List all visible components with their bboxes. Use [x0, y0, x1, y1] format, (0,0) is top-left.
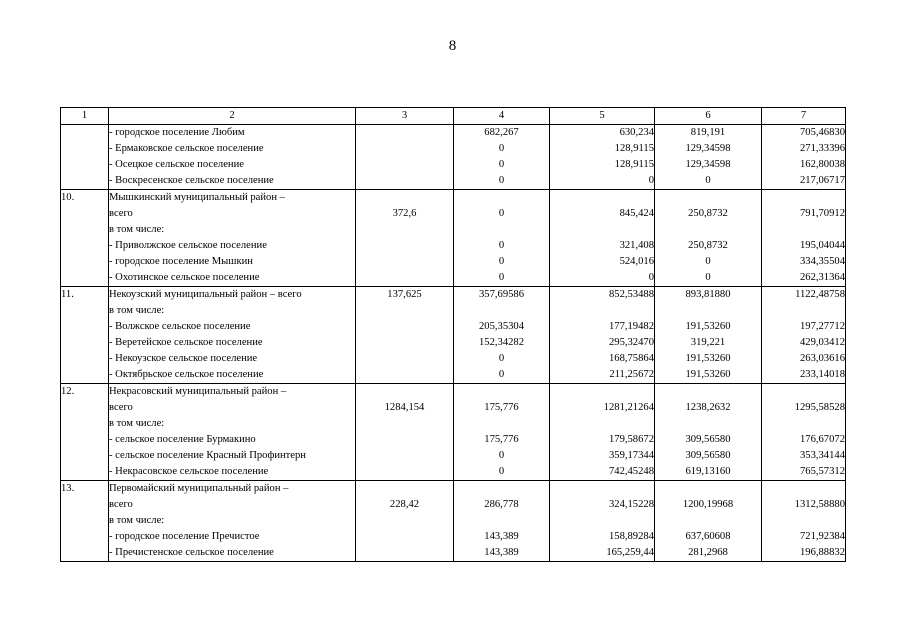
value-col-5: [550, 481, 654, 497]
value-col-6: 281,2968: [688, 547, 728, 558]
value-col-7: [762, 303, 845, 319]
value-col-7: 196,88832: [799, 547, 845, 558]
column-header: 4: [454, 108, 550, 125]
value-col-4-cell: [454, 384, 550, 481]
value-col-4-cell: [454, 287, 550, 384]
value-col-7: 353,34144: [799, 450, 845, 461]
value-col-4: [454, 190, 549, 206]
row-number: 11.: [61, 287, 109, 384]
value-col-7: 1295,58528: [794, 402, 845, 413]
value-col-7: [762, 222, 845, 238]
value-col-4: 0: [498, 272, 505, 283]
value-col-3: [356, 335, 453, 351]
value-col-6-cell: [655, 384, 762, 481]
value-col-6-cell: [655, 125, 762, 190]
value-col-5: 158,89284: [608, 531, 654, 542]
value-col-7: [762, 416, 845, 432]
value-col-6: [655, 222, 761, 238]
value-col-5-cell: [550, 481, 655, 562]
municipality-name: - Ермаковское сельское поселение: [109, 143, 264, 154]
value-col-4: 143,389: [484, 531, 519, 542]
value-col-3: 1284,154: [384, 402, 425, 413]
value-col-4: 0: [498, 369, 505, 380]
municipality-name: - Осецкое сельское поселение: [109, 159, 244, 170]
municipality-name: - Пречистенское сельское поселение: [109, 547, 274, 558]
value-col-6-cell: [655, 190, 762, 287]
value-col-7: 263,03616: [799, 353, 845, 364]
table-row: [61, 190, 846, 287]
value-col-5: 524,016: [619, 256, 654, 267]
value-col-7: 429,03412: [799, 337, 845, 348]
value-col-5: 165,259,44: [606, 547, 654, 558]
value-col-4: 0: [498, 143, 505, 154]
value-col-6: 309,56580: [685, 434, 731, 445]
value-col-5: 359,17344: [608, 450, 654, 461]
value-col-5-cell: [550, 287, 655, 384]
value-col-5: 324,15228: [608, 499, 654, 510]
value-col-6: 319,221: [690, 337, 726, 348]
municipality-name-cell: [109, 190, 356, 287]
value-col-3: 228,42: [389, 499, 420, 510]
municipality-name: - городское поселение Любим: [109, 127, 245, 138]
municipality-name: Некрасовский муниципальный район –: [109, 386, 287, 397]
value-col-4: 0: [498, 208, 505, 219]
column-header: 7: [762, 108, 846, 125]
municipality-name: всего: [109, 208, 133, 219]
page-number: 8: [448, 38, 457, 54]
value-col-6: 191,53260: [685, 353, 731, 364]
value-col-6: 250,8732: [688, 240, 728, 251]
value-col-7: 262,31364: [799, 272, 845, 283]
row-number: 13.: [61, 481, 109, 562]
value-col-6: 893,81880: [685, 289, 731, 300]
value-col-4: 0: [498, 175, 505, 186]
table-row: [61, 384, 846, 481]
value-col-3: [356, 448, 453, 464]
value-col-5: 295,32470: [608, 337, 654, 348]
value-col-5: [550, 384, 654, 400]
value-col-7: 765,57312: [799, 466, 845, 477]
municipality-name: Некоузский муниципальный район – всего: [109, 289, 302, 300]
value-col-3: [356, 416, 453, 432]
value-col-3: [356, 367, 453, 383]
municipality-name: - Приволжское сельское поселение: [109, 240, 267, 251]
table-header-row: [61, 108, 846, 125]
value-col-7: [762, 513, 845, 529]
value-col-6: 129,34598: [685, 143, 731, 154]
municipality-name: - Веретейское сельское поселение: [109, 337, 263, 348]
value-col-7: 334,35504: [799, 256, 845, 267]
value-col-7: 721,92384: [799, 531, 845, 542]
budget-table: [60, 107, 846, 562]
municipality-name: - Охотинское сельское поселение: [109, 272, 260, 283]
municipality-name: - Волжское сельское поселение: [109, 321, 251, 332]
value-col-3-cell: [356, 384, 454, 481]
municipality-name: в том числе:: [109, 305, 165, 316]
municipality-name: в том числе:: [109, 224, 165, 235]
value-col-4: 0: [498, 353, 505, 364]
value-col-7: [762, 481, 845, 497]
municipality-name: в том числе:: [109, 515, 165, 526]
value-col-3: [356, 157, 453, 173]
value-col-5: 1281,21264: [603, 402, 654, 413]
municipality-name: всего: [109, 402, 133, 413]
municipality-name: всего: [109, 499, 133, 510]
table-row: [61, 481, 846, 562]
value-col-5: 168,75864: [608, 353, 654, 364]
municipality-name: - городское поселение Мышкин: [109, 256, 253, 267]
value-col-5-cell: [550, 190, 655, 287]
municipality-name: - Некоузское сельское поселение: [109, 353, 258, 364]
value-col-4-cell: [454, 125, 550, 190]
value-col-3: [356, 141, 453, 157]
value-col-3: [356, 545, 453, 561]
value-col-4: [454, 513, 549, 529]
value-col-6: [655, 303, 761, 319]
municipality-name-cell: [109, 287, 356, 384]
value-col-5: [550, 222, 654, 238]
value-col-3: 137,625: [387, 289, 422, 300]
value-col-6: 191,53260: [685, 321, 731, 332]
value-col-4: 0: [498, 466, 505, 477]
municipality-name: в том числе:: [109, 418, 165, 429]
value-col-3: [356, 481, 453, 497]
value-col-6: [655, 481, 761, 497]
value-col-7: 197,27712: [799, 321, 845, 332]
value-col-3-cell: [356, 125, 454, 190]
value-col-3-cell: [356, 287, 454, 384]
value-col-5: 742,45248: [608, 466, 654, 477]
table-row: [61, 125, 846, 190]
value-col-7: 195,04044: [799, 240, 845, 251]
value-col-4: 152,34282: [478, 337, 525, 348]
value-col-4: 286,778: [484, 499, 519, 510]
value-col-5-cell: [550, 384, 655, 481]
value-col-3: [356, 319, 453, 335]
value-col-5: 0: [648, 175, 654, 186]
value-col-4: 0: [498, 159, 505, 170]
value-col-5: [550, 416, 654, 432]
value-col-4: 205,35304: [478, 321, 525, 332]
value-col-7-cell: [762, 125, 846, 190]
value-col-7-cell: [762, 190, 846, 287]
value-col-3: [356, 173, 453, 189]
value-col-6: [655, 384, 761, 400]
value-col-7: 1122,48758: [795, 289, 845, 300]
value-col-4-cell: [454, 481, 550, 562]
value-col-3-cell: [356, 481, 454, 562]
column-header: 1: [61, 108, 109, 125]
table-row: [61, 287, 846, 384]
value-col-5: 321,408: [619, 240, 654, 251]
value-col-6: 637,60608: [685, 531, 731, 542]
value-col-5: 845,424: [619, 208, 654, 219]
value-col-4: [454, 384, 549, 400]
value-col-3: [356, 432, 453, 448]
value-col-4: 143,389: [484, 547, 519, 558]
value-col-4: [454, 416, 549, 432]
value-col-5: 630,234: [619, 127, 654, 138]
value-col-5: [550, 190, 654, 206]
municipality-name: - Октябрьское сельское поселение: [109, 369, 264, 380]
municipality-name-cell: [109, 481, 356, 562]
row-number: 10.: [61, 190, 109, 287]
municipality-name: - Некрасовское сельское поселение: [109, 466, 269, 477]
value-col-6: [655, 416, 761, 432]
municipality-name: Первомайский муниципальный район –: [109, 483, 289, 494]
value-col-3: [356, 464, 453, 480]
column-header: 5: [550, 108, 655, 125]
value-col-6: 250,8732: [688, 208, 728, 219]
value-col-6: 0: [705, 256, 711, 267]
value-col-4: 0: [498, 240, 505, 251]
value-col-3: [356, 529, 453, 545]
column-header: 2: [109, 108, 356, 125]
municipality-name: - сельское поселение Красный Профинтерн: [109, 450, 306, 461]
value-col-6: 191,53260: [685, 369, 731, 380]
value-col-7: 271,33396: [799, 143, 845, 154]
value-col-6: [655, 513, 761, 529]
municipality-name: - городское поселение Пречистое: [109, 531, 260, 542]
value-col-6: 0: [705, 272, 711, 283]
value-col-7: 705,46830: [799, 127, 845, 138]
value-col-4: 0: [498, 256, 505, 267]
value-col-6-cell: [655, 481, 762, 562]
value-col-5: 177,19482: [608, 321, 654, 332]
value-col-6: 619,13160: [685, 466, 731, 477]
value-col-3: [356, 190, 453, 206]
value-col-3: [356, 303, 453, 319]
value-col-5: 128,9115: [614, 159, 654, 170]
value-col-5: 128,9115: [614, 143, 654, 154]
value-col-3: [356, 351, 453, 367]
value-col-6: 819,191: [690, 127, 726, 138]
value-col-4: [454, 222, 549, 238]
value-col-7-cell: [762, 287, 846, 384]
value-col-5: 852,53488: [608, 289, 654, 300]
value-col-5-cell: [550, 125, 655, 190]
value-col-5: [550, 303, 654, 319]
value-col-4: 357,69586: [478, 289, 525, 300]
value-col-3: [356, 270, 453, 286]
value-col-3: [356, 238, 453, 254]
value-col-7-cell: [762, 384, 846, 481]
value-col-6: 0: [705, 175, 711, 186]
value-col-3: [356, 125, 453, 141]
municipality-name-cell: [109, 125, 356, 190]
value-col-5: 211,25672: [609, 369, 654, 380]
municipality-name: - Воскресенское сельское поселение: [109, 175, 274, 186]
value-col-5: 0: [648, 272, 654, 283]
value-col-4-cell: [454, 190, 550, 287]
value-col-4: 682,267: [484, 127, 519, 138]
value-col-3: [356, 222, 453, 238]
value-col-7: 176,67072: [799, 434, 845, 445]
value-col-6: 1238,2632: [685, 402, 731, 413]
value-col-3: 372,6: [392, 208, 417, 219]
value-col-6: 309,56580: [685, 450, 731, 461]
municipality-name: Мышкинский муниципальный район –: [109, 192, 285, 203]
value-col-3: [356, 513, 453, 529]
value-col-7: 791,70912: [799, 208, 845, 219]
row-number: 12.: [61, 384, 109, 481]
column-header: 3: [356, 108, 454, 125]
column-header: 6: [655, 108, 762, 125]
value-col-6: 1200,19968: [682, 499, 734, 510]
value-col-7: 162,80038: [799, 159, 845, 170]
value-col-7: 217,06717: [799, 175, 845, 186]
value-col-4: 175,776: [484, 402, 519, 413]
row-number: [61, 125, 109, 190]
value-col-3: [356, 384, 453, 400]
value-col-3-cell: [356, 190, 454, 287]
value-col-7: 1312,58880: [794, 499, 845, 510]
value-col-7: 233,14018: [799, 369, 845, 380]
municipality-name-cell: [109, 384, 356, 481]
value-col-6: [655, 190, 761, 206]
value-col-7-cell: [762, 481, 846, 562]
value-col-7: [762, 384, 845, 400]
value-col-4: [454, 303, 549, 319]
value-col-4: 175,776: [484, 434, 519, 445]
municipality-name: - сельское поселение Бурмакино: [109, 434, 256, 445]
value-col-6-cell: [655, 287, 762, 384]
value-col-7: [762, 190, 845, 206]
value-col-4: [454, 481, 549, 497]
value-col-5: 179,58672: [608, 434, 654, 445]
value-col-6: 129,34598: [685, 159, 731, 170]
value-col-4: 0: [498, 450, 505, 461]
value-col-5: [550, 513, 654, 529]
value-col-3: [356, 254, 453, 270]
